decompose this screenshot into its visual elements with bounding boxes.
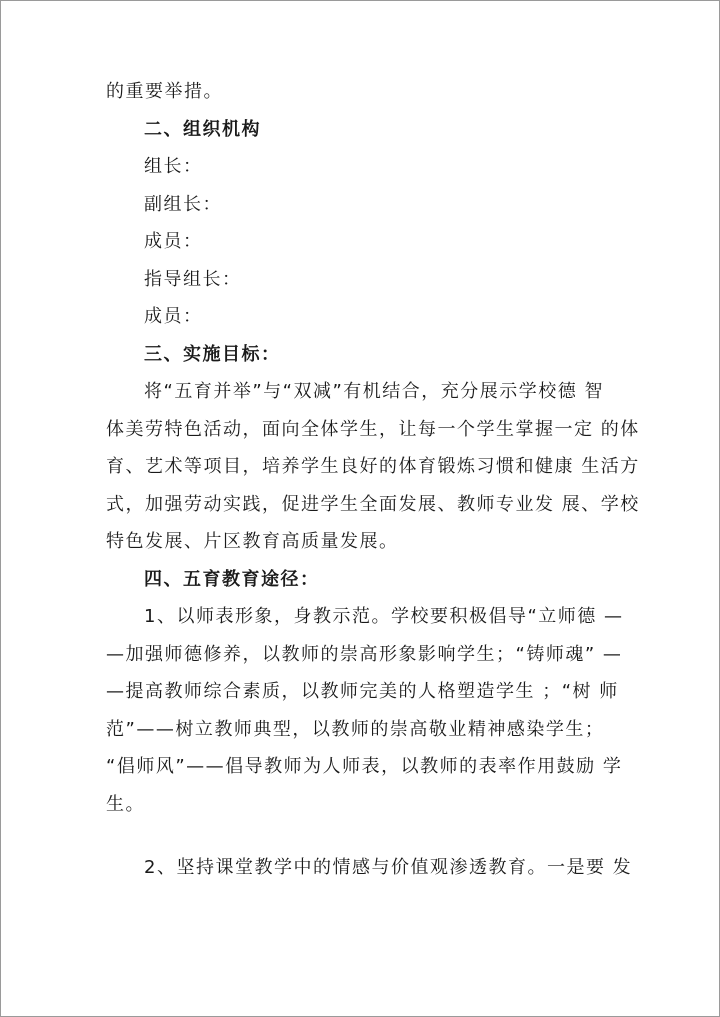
section-heading-approaches: 四、五育教育途径： — [144, 568, 320, 590]
document-body — [106, 73, 640, 887]
text-line: 副组长： — [144, 193, 222, 215]
paragraph-line: 特色发展、片区教育高质量发展。 — [106, 531, 399, 552]
paragraph-line: 体美劳特色活动，面向全体学生，让每一个学生掌握一定 的体 — [106, 418, 640, 440]
paragraph-gap — [106, 823, 616, 849]
text-line: 成员： — [144, 306, 203, 327]
paragraph-line: 育、艺术等项目，培养学生良好的体育锻炼习惯和健康 生活方 — [106, 456, 640, 477]
paragraph-line: —加强师德修养，以教师的崇高形象影响学生；“铸师魂” — — [106, 643, 623, 665]
text-line: 组长： — [144, 156, 203, 177]
text-line: 指导组长： — [144, 268, 242, 290]
paragraph-line: 1、以师表形象，身教示范。学校要积极倡导“立师德 — — [144, 606, 624, 627]
text-line: 的重要举措。 — [106, 81, 223, 102]
text-line: 成员： — [144, 231, 203, 252]
paragraph-line: 式，加强劳动实践，促进学生全面发展、教师专业发 展、学校 — [106, 493, 640, 515]
paragraph-line: 生。 — [106, 793, 145, 815]
paragraph-line: 2、坚持课堂教学中的情感与价值观渗透教育。一是要 发 — [144, 857, 633, 878]
paragraph-line: “倡师风”——倡导教师为人师表，以教师的表率作用鼓励 学 — [106, 756, 623, 777]
paragraph-line: —提高教师综合素质，以教师完美的人格塑造学生 ；“树 师 — [106, 681, 619, 702]
paragraph-line: 范”——树立教师典型，以教师的崇高敬业精神感染学生； — [106, 718, 605, 740]
section-heading-organization: 二、组织机构 — [144, 118, 261, 140]
section-heading-goals: 三、实施目标： — [144, 343, 281, 365]
paragraph-line: 将“五育并举”与“双减”有机结合，充分展示学校德 智 — [144, 381, 605, 402]
